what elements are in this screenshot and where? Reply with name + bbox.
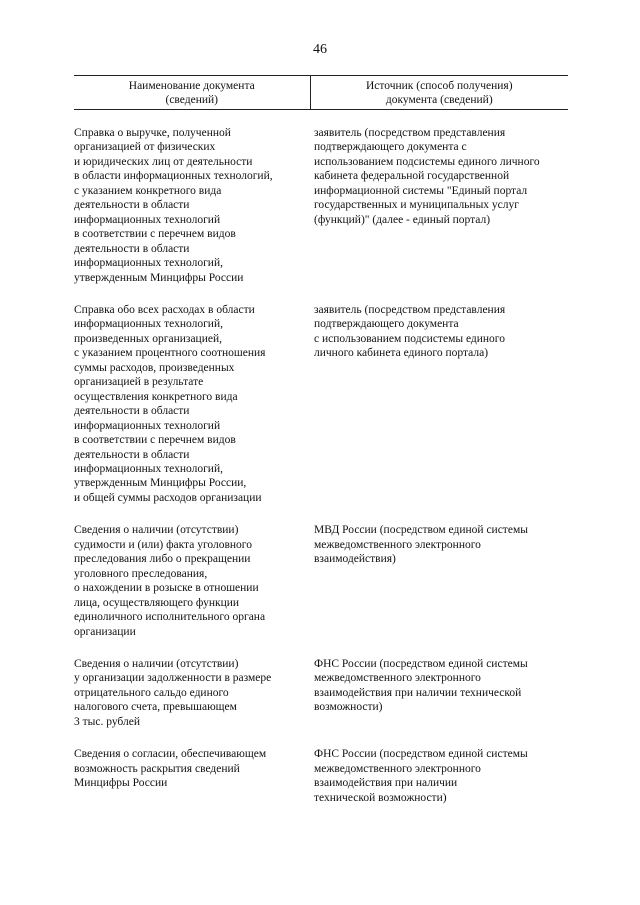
- documents-table: [74, 75, 568, 823]
- document-name-cell: Справка о выручке, полученной организацией от физических и юридических лиц от деятельности в области информационных технологий, с указанием конкретного вида деятельности в области информационных технологий в соответствии с перечнем видов деятельности в области информационных технологий, утвержденным Минцифры России: [74, 127, 273, 284]
- table-row: [74, 110, 568, 303]
- table-header-row: [74, 76, 568, 110]
- document-name-cell: Справка обо всех расходах в области информационных технологий, произведенных организацией, с указанием процентного соотношения суммы расходов, произведенных организацией в результате осуществления конкретного вида деятельности в области информационных технологий в соответствии с перечнем видов деятельности в области информационных технологий, утвержденным Минцифры России, и общей суммы расходов организации: [74, 303, 266, 504]
- table-row: [74, 747, 568, 823]
- document-source-cell: ФНС России (посредством единой системы межведомственного электронного взаимодействия при наличии технической возможности): [314, 657, 528, 714]
- table-row: [74, 657, 568, 747]
- document-source-cell: заявитель (посредством представления подтверждающего документа с использованием подсистемы единого личного кабинета единого портала): [314, 303, 506, 360]
- document-source-cell: заявитель (посредством представления подтверждающего документа с использованием подсистемы единого личного кабинета федеральной государственной информационной системы "Единый портал государственных и муниципальных услуг (функций)" (далее - единый портал): [314, 127, 540, 226]
- document-name-cell: Сведения о согласии, обеспечивающем возможность раскрытия сведений Минцифры России: [74, 748, 267, 790]
- page-number: 46: [313, 42, 327, 57]
- table-row: [74, 523, 568, 657]
- document-name-cell: Сведения о наличии (отсутствии) у организации задолженности в размере отрицательного сальдо единого налогового счета, превышающем 3 тыс. рублей: [74, 657, 272, 728]
- header-document-source: Источник (способ получения) документа (сведений): [310, 76, 568, 110]
- document-source-cell: ФНС России (посредством единой системы межведомственного электронного взаимодействия при наличии технической возможности): [314, 748, 528, 804]
- header-document-name: Наименование документа (сведений): [74, 76, 310, 110]
- document-name-cell: Сведения о наличии (отсутствии) судимости и (или) факта уголовного преследования либо о прекращении уголовного преследования, о нахождении в розыске в отношении лица, осуществляющего функции единоличного исполнительного органа организации: [74, 524, 266, 638]
- document-source-cell: МВД России (посредством единой системы межведомственного электронного взаимодействия): [314, 524, 528, 566]
- table-row: [74, 303, 568, 523]
